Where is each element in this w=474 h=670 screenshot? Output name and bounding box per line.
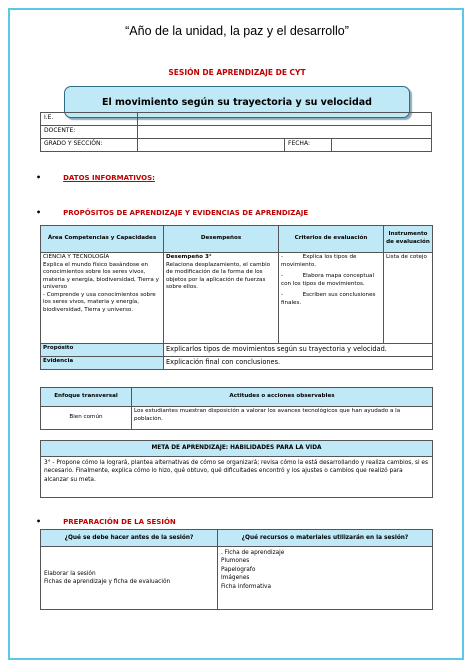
section-preparacion (36, 517, 176, 526)
criterio-item: - Escriben sus conclusiones finales. (281, 292, 378, 306)
resource-item: . Ficha de aprendizaje (221, 550, 285, 556)
info-row-ie (41, 113, 432, 126)
actitudes-cell: Los estudiantes muestran disposición a valorar los avances tecnológicos que han ayudado a la población. (132, 407, 433, 430)
criterio-item: - Elabora mapa conceptual con los tipos de movimientos. (281, 273, 376, 287)
grado-label: GRADO Y SECCIÓN: (41, 139, 138, 152)
year-title: “Año de la unidad, la paz y el desarrollo” (125, 24, 349, 38)
proposito-row (41, 344, 433, 357)
approach-table (40, 387, 433, 430)
info-row-docente (41, 126, 432, 139)
goal-content-row (41, 457, 433, 498)
goal-table (40, 440, 433, 498)
session-title: SESIÓN DE APRENDIZAJE DE CYT (168, 68, 306, 77)
ie-label: I.E. (41, 113, 138, 126)
goal-header-row (41, 441, 433, 457)
section-datos-label: DATOS INFORMATIVOS: (63, 173, 155, 182)
ie-value[interactable] (138, 113, 432, 126)
info-table (40, 112, 432, 152)
section-propositos (36, 208, 308, 217)
header-before: ¿Qué se debe hacer antes de la sesión? (41, 530, 218, 547)
approach-header-row (41, 388, 433, 407)
approach-content-row (41, 407, 433, 430)
purposes-table (40, 225, 433, 370)
prep-content-row (41, 547, 433, 610)
area-cell (41, 253, 164, 344)
criterios-cell (279, 253, 384, 344)
docente-value[interactable] (138, 126, 432, 139)
fecha-label: FECHA: (285, 139, 332, 152)
desempeno-title: Desempeño 3° (166, 254, 212, 260)
before-cell (41, 547, 218, 610)
prep-header-row (41, 530, 433, 547)
fecha-value[interactable] (332, 139, 432, 152)
purposes-content-row (41, 253, 433, 344)
header-resources: ¿Qué recursos o materiales utilizarán en la sesión? (218, 530, 433, 547)
bullet-icon: • (36, 173, 42, 182)
goal-header: META DE APRENDIZAJE: HABILIDADES PARA LA VIDA (41, 441, 433, 457)
bullet-icon: • (36, 517, 42, 526)
area-title: CIENCIA Y TECNOLOGÍA (43, 254, 110, 260)
proposito-label: Propósito (41, 344, 164, 357)
criterio-item: - Explica los tipos de movimiento. (281, 254, 359, 268)
resource-item: Imágenes (221, 575, 250, 582)
topic-title-text: El movimiento según su trayectoria y su velocidad (101, 96, 372, 108)
docente-label: DOCENTE: (41, 126, 138, 139)
header-area: Área Competencias y Capacidades (41, 226, 164, 253)
desempeno-cell (164, 253, 279, 344)
area-capacidad: - Comprende y usa conocimientos sobre los seres vivos, materia y energía, biodiversidad, Tierra y universo. (43, 291, 156, 313)
evidencia-row (41, 357, 433, 370)
header-enfoque: Enfoque transversal (41, 388, 132, 407)
before-item: Elaborar la sesión (44, 570, 96, 577)
bullet-icon: • (36, 208, 42, 217)
goal-text: 3° - Propone cómo la logrará, plantea alternativas de cómo se organizará; revisa cómo la está desarrollando y realiza cambios, si es necesario. Finalmente, explica cómo lo hizo, qué obtuvo, qué dificultades encontró y los ajustes o cambios que realizó para alcanzar su meta. (41, 457, 433, 498)
info-row-grado (41, 139, 432, 152)
resource-item: Ficha informativa (221, 583, 271, 590)
header-actitudes: Actitudes o acciones observables (132, 388, 433, 407)
header-criterios: Criterios de evaluación (279, 226, 384, 253)
purposes-header-row (41, 226, 433, 253)
evidencia-label: Evidencia (41, 357, 164, 370)
resource-item: Plumones (221, 558, 250, 565)
instrumento-cell: Lista de cotejo (384, 253, 433, 344)
before-item: Fichas de aprendizaje y ficha de evaluación (44, 579, 171, 585)
evidencia-text: Explicación final con conclusiones. (164, 357, 433, 370)
header-instrumento: Instrumento de evaluación (384, 226, 433, 253)
area-competencia: Explica el mundo físico basándose en conocimientos sobre los seres vivos, materia y energía, biodiversidad, Tierra y universo (43, 261, 159, 291)
resources-cell (218, 547, 433, 610)
header-desempenos: Desempeños (164, 226, 279, 253)
resource-item: Papelografo (221, 566, 256, 573)
section-propositos-label: PROPÓSITOS DE APRENDIZAJE Y EVIDENCIAS DE APRENDIZAJE (63, 208, 309, 217)
desempeno-text: Relaciona desplazamiento, el cambio de modificación de la forma de los objetos por la aplicación de fuerzas sobre ellos. (166, 261, 271, 291)
enfoque-cell: Bien común (41, 407, 132, 430)
proposito-text: Explicarlos tipos de movimientos según su trayectoria y velocidad. (164, 344, 433, 357)
preparation-table (40, 529, 433, 610)
section-preparacion-label: PREPARACIÓN DE LA SESIÓN (63, 517, 176, 526)
section-datos (36, 173, 155, 182)
grado-value[interactable] (138, 139, 285, 152)
